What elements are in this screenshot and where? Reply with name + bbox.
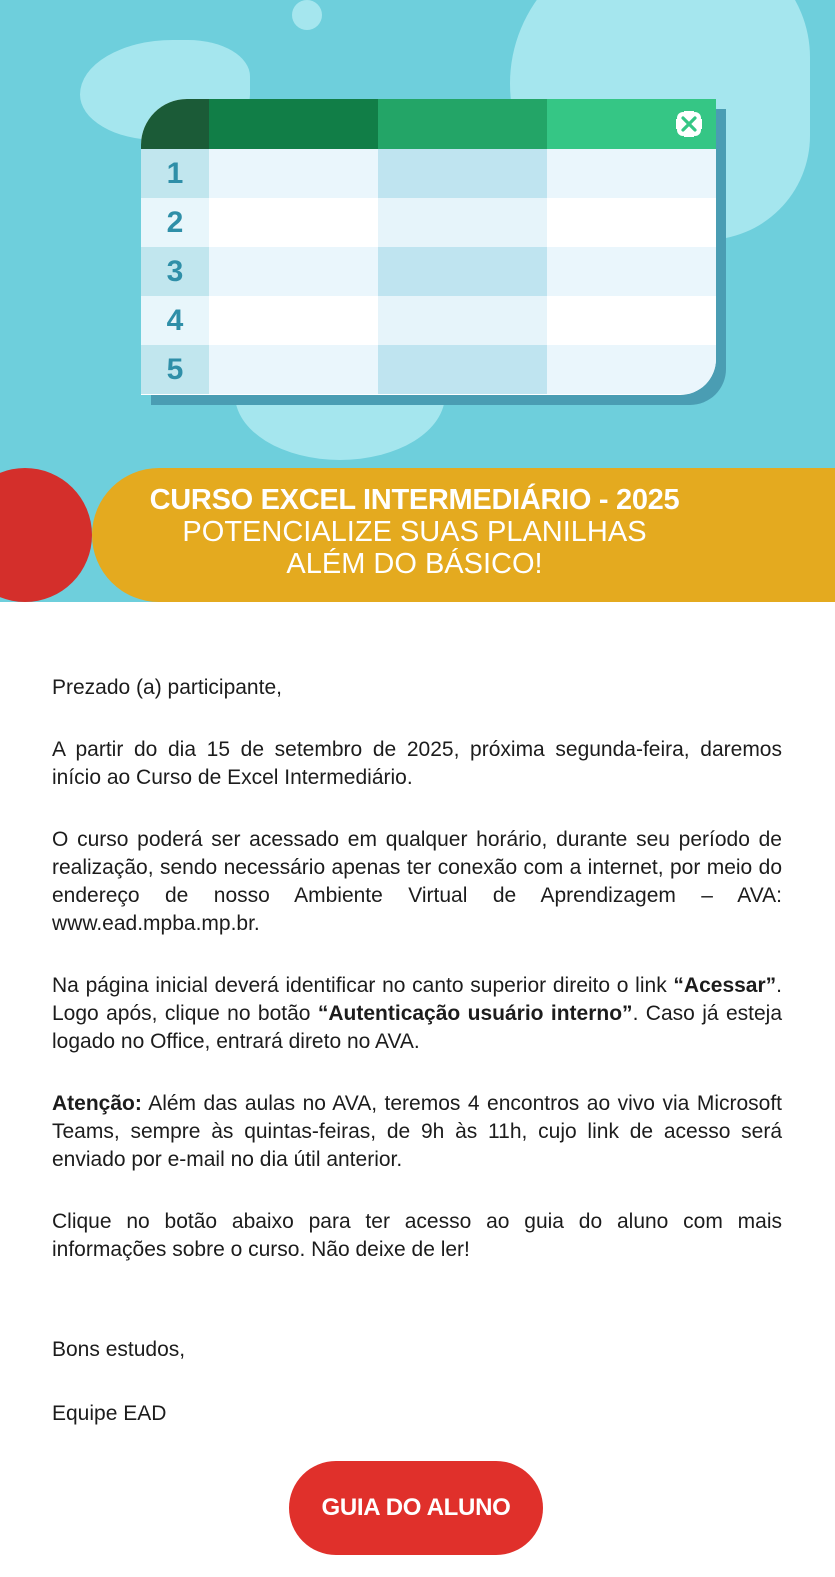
spreadsheet-row	[141, 149, 716, 198]
paragraph-attention	[52, 1090, 782, 1174]
header-cell	[378, 99, 547, 149]
attention-label: Atenção:	[52, 1092, 142, 1115]
row-number: 3	[141, 247, 209, 296]
text: Na página inicial deverá identificar no canto superior direito o link	[52, 974, 674, 997]
guia-do-aluno-button[interactable]: GUIA DO ALUNO	[289, 1461, 543, 1555]
cell	[209, 345, 378, 394]
signature: Equipe EAD	[52, 1402, 167, 1425]
cell	[209, 296, 378, 345]
cell	[547, 345, 716, 394]
text: . Logo após, clique no botão	[52, 974, 782, 1025]
cell	[209, 247, 378, 296]
text: Além das aulas no AVA, teremos 4 encontros ao vivo via Microsoft Teams, sempre às quintas-feiras, de 9h às 11h, cujo link de acesso será enviado por e-mail no dia útil anterior.	[52, 1092, 782, 1171]
paragraph-start-date: A partir do dia 15 de setembro de 2025, próxima segunda-feira, daremos início ao Curso de Excel Intermediário.	[52, 738, 782, 789]
text: . Caso já esteja logado no Office, entrará direto no AVA.	[52, 1002, 783, 1053]
spreadsheet-row	[141, 345, 716, 394]
row-number: 4	[141, 296, 209, 345]
cell	[547, 247, 716, 296]
banner-text	[92, 484, 835, 580]
cell	[378, 149, 547, 198]
row-number: 1	[141, 149, 209, 198]
acessar-link-label: “Acessar”	[673, 974, 777, 997]
decorative-bubble	[292, 0, 322, 30]
spreadsheet-illustration	[141, 99, 716, 395]
course-title: CURSO EXCEL INTERMEDIÁRIO - 2025	[149, 484, 680, 516]
spreadsheet-header	[141, 99, 716, 149]
spreadsheet-row	[141, 296, 716, 345]
cell	[378, 345, 547, 394]
header-cell	[209, 99, 378, 149]
cell	[547, 296, 716, 345]
course-subtitle-line2: ALÉM DO BÁSICO!	[286, 548, 543, 580]
cell	[378, 296, 547, 345]
paragraph-login-instructions	[52, 972, 782, 1056]
row-number: 2	[141, 198, 209, 247]
cell	[547, 198, 716, 247]
row-number: 5	[141, 345, 209, 394]
auth-button-label: “Autenticação usuário interno”	[317, 1002, 633, 1025]
email-body	[52, 674, 782, 1264]
cell	[547, 149, 716, 198]
hero-illustration	[0, 0, 835, 470]
close-x-icon	[672, 107, 706, 141]
spacer	[0, 602, 835, 608]
header-cell	[547, 99, 716, 149]
closing-text: Bons estudos,	[52, 1338, 186, 1361]
paragraph-access: O curso poderá ser acessado em qualquer horário, durante seu período de realização, sendo necessário apenas ter conexão com a internet, por meio do endereço de nosso Ambiente Virtual de Aprendizagem – AVA: www.ead.mpba.mp.br.	[52, 828, 782, 935]
greeting: Prezado (a) participante,	[52, 676, 282, 699]
spreadsheet-row	[141, 198, 716, 247]
spreadsheet-row	[141, 247, 716, 296]
cell	[209, 198, 378, 247]
cell	[209, 149, 378, 198]
paragraph-guide: Clique no botão abaixo para ter acesso ao guia do aluno com mais informações sobre o curso. Não deixe de ler!	[52, 1210, 782, 1261]
cell	[378, 198, 547, 247]
cell	[378, 247, 547, 296]
course-subtitle-line1: POTENCIALIZE SUAS PLANILHAS	[182, 516, 647, 548]
